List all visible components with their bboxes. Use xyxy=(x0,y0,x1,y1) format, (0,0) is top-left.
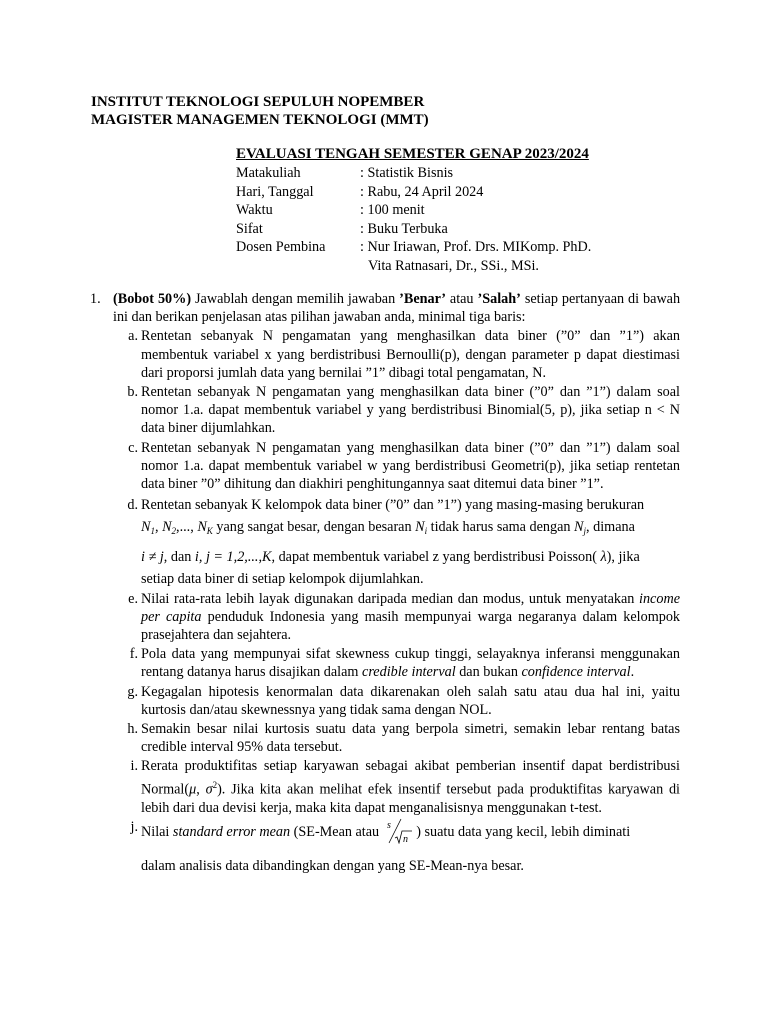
sub-question-text: Nilai xyxy=(141,823,170,840)
info-value: : Rabu, 24 April 2024 xyxy=(360,183,484,200)
math-n: N xyxy=(574,519,584,536)
sub-question-text: Rentetan sebanyak N pengamatan yang menghasilkan data biner (”0” dan ”1”) dalam soal nomor 1.a. dapat membentuk variabel y yang berdistribusi Binomial(5, p), jika setiap n < N data biner dijumlahkan. xyxy=(141,384,680,437)
sub-question-italic: standard error mean xyxy=(172,823,291,840)
math-n: N xyxy=(162,519,172,536)
sub-question-text: ), jika xyxy=(606,549,640,566)
info-row xyxy=(236,201,591,220)
sub-question-g xyxy=(90,683,680,719)
sub-question-f xyxy=(90,645,680,681)
sub-question-text: Rentetan sebanyak N pengamatan yang menghasilkan data biner (”0” dan ”1”) akan membentuk variabel x yang berdistribusi Bernoulli(p), dengan parameter p dapat diestimasi dari proporsi jumlah data yang bernilai ”1” dibagi total pengamatan, N. xyxy=(141,328,680,381)
math-n: N xyxy=(197,519,207,536)
info-row xyxy=(236,183,591,202)
sub-question-a xyxy=(90,327,680,382)
info-value: : 100 menit xyxy=(360,202,425,218)
sub-question-text: setiap data biner di setiap kelompok dijumlahkan. xyxy=(141,571,424,588)
math-sub: K xyxy=(206,526,213,537)
answer-benar: ’Benar’ xyxy=(399,291,446,307)
sub-question-text: Semakin besar nilai kurtosis suatu data yang berpola simetri, semakin lebar rentang batas credible interval 95% data tersebut. xyxy=(141,721,680,756)
sub-question-text-line xyxy=(141,818,680,849)
question-number: 1. xyxy=(90,291,101,307)
math-sub: 1 xyxy=(150,526,155,537)
math-sub: i xyxy=(424,526,428,537)
sub-question-marker: b. xyxy=(127,384,138,401)
frac-denominator: n xyxy=(402,833,408,844)
sub-question-text: dalam analisis data dibandingkan dengan yang SE-Mean-nya besar. xyxy=(141,858,524,875)
sub-question-marker: h. xyxy=(127,721,138,738)
sub-question-text-line xyxy=(141,544,680,570)
sub-question-marker: a. xyxy=(128,328,138,345)
info-label: Sifat xyxy=(236,220,263,237)
sub-question-text: Rentetan sebanyak N pengamatan yang menghasilkan data biner (”0” dan ”1”) dalam soal nomor 1.a. dapat membentuk variabel w yang berdistribusi Geometri(p), jika setiap rentetan data biner ”0” dihitung dan diakhiri penghitungannya saat ditemui data biner ”1”. xyxy=(141,439,680,493)
sub-question-text: ). Jika kita akan melihat efek insentif tersebut pada produktifitas karyawan di lebih dari dua devisi kerja, maka kita dapat menganalisisnya menggunakan t-test. xyxy=(141,781,681,816)
lecturer-second: Vita Ratnasari, Dr., SSi., MSi. xyxy=(368,257,539,274)
info-value: : Nur Iriawan, Prof. Drs. MIKomp. PhD. xyxy=(360,239,592,255)
math-inequality: i ≠ j xyxy=(141,549,164,566)
sub-question-text: dan bukan xyxy=(459,664,518,681)
sub-question-j xyxy=(90,818,680,875)
sub-question-text-line: $N_1$, $N_2$,..., $N_K$ yang sangat besar, dengan besaran $N_i$ tidak harus sama dengan $N_j$, dimana xyxy=(141,519,635,537)
sub-question-marker: g. xyxy=(127,683,138,700)
math-n: N xyxy=(141,519,151,536)
math-mu: μ xyxy=(189,781,197,798)
sub-question-italic: income per capita xyxy=(141,590,680,625)
sub-question-marker: e. xyxy=(128,590,138,607)
info-label: Waktu xyxy=(236,202,273,218)
sub-question-e xyxy=(90,590,680,645)
math-sub: 2 xyxy=(171,526,177,537)
info-label: Dosen Pembina xyxy=(236,239,326,255)
sub-question-i xyxy=(90,757,680,816)
sub-question-text: yang sangat besar, dengan besaran xyxy=(216,519,412,536)
question-1-instruction xyxy=(90,290,680,326)
sub-question-text: . xyxy=(630,664,635,681)
sub-question-marker: d. xyxy=(127,497,138,514)
question-weight: (Bobot 50%) xyxy=(113,291,192,307)
info-row xyxy=(236,164,591,183)
question-1 xyxy=(90,290,680,875)
sub-question-italic: credible interval xyxy=(362,664,456,681)
math-sigma: σ xyxy=(205,781,213,798)
math-sub: j xyxy=(583,526,587,537)
sub-question-text: ) suatu data yang kecil, lebih diminati xyxy=(416,823,631,840)
info-value: : Buku Terbuka xyxy=(360,220,448,237)
program-name: MAGISTER MANAGEMEN TEKNOLOGI (MMT) xyxy=(91,112,429,128)
sub-question-marker: i. xyxy=(130,758,138,775)
info-label: Matakuliah xyxy=(236,165,301,181)
institution-name: INSTITUT TEKNOLOGI SEPULUH NOPEMBER xyxy=(91,94,425,110)
info-row xyxy=(236,220,591,239)
sub-question-marker: j. xyxy=(130,818,138,835)
math-fraction xyxy=(383,818,413,849)
info-continuation xyxy=(236,257,591,276)
sub-question-d xyxy=(90,496,680,588)
sub-question-text: , dapat membentuk variabel z yang berdistribusi Poisson( xyxy=(271,549,597,566)
instruction-text: Jawablah dengan memilih jawaban xyxy=(195,291,396,307)
sub-question-italic: confidence interval xyxy=(521,664,631,681)
sub-question-h xyxy=(90,720,680,756)
sub-question-text: Rerata produktifitas setiap karyawan sebagai akibat pemberian insentif dapat berdistribusi Normal( xyxy=(141,758,680,798)
math-superscript: 2 xyxy=(212,779,218,790)
sub-question-text: Kegagalan hipotesis kenormalan data dikarenakan oleh salah satu atau dua hal ini, yaitu kurtosis dan/atau skewnessnya yang tidak sama dengan NOL. xyxy=(141,683,680,718)
math-n: N xyxy=(415,519,425,536)
sub-question-marker: f. xyxy=(129,646,138,663)
frac-numerator: s xyxy=(386,819,391,831)
info-label: Hari, Tanggal xyxy=(236,183,314,200)
sub-question-text: penduduk Indonesia yang masih mempunyai warga negaranya dalam kelompok prasejahtera dan sejahtera. xyxy=(141,608,681,644)
info-row xyxy=(236,238,591,257)
sub-question-text: Pola data yang mempunyai sifat skewness cukup tinggi, selayaknya inferansi menggunakan rentang datanya harus disajikan dalam xyxy=(141,646,680,681)
sub-question-text: , dimana xyxy=(586,519,635,536)
fraction-s-over-root-n-icon xyxy=(383,818,413,844)
sub-question-text: Rentetan sebanyak K kelompok data biner (”0” dan ”1”) yang masing-masing berukuran xyxy=(141,497,645,514)
sub-question-marker: c. xyxy=(128,439,138,456)
sub-question-text: , dan xyxy=(163,549,192,566)
exam-info-table xyxy=(236,164,591,275)
info-value: : Statistik Bisnis xyxy=(360,165,454,181)
sub-question-text: tidak harus sama dengan xyxy=(430,519,571,536)
sub-question-b xyxy=(90,383,680,438)
sub-question-text: Nilai rata-rata lebih layak digunakan daripada median dan modus, untuk menyatakan xyxy=(141,590,635,607)
math-range: i, j = 1,2,...,K xyxy=(194,549,272,566)
instruction-text: setiap pertanyaan di bawah ini dan berikan penjelasan atas pilihan jawaban anda, minimal tiga baris: xyxy=(113,291,681,326)
exam-title: EVALUASI TENGAH SEMESTER GENAP 2023/2024 xyxy=(236,146,589,162)
sub-question-c xyxy=(90,439,680,494)
math-lambda: λ xyxy=(600,549,607,566)
instruction-text: atau xyxy=(449,291,474,307)
sub-question-text: (SE-Mean atau xyxy=(293,823,380,840)
answer-salah: ’Salah’ xyxy=(477,291,521,307)
sub-question-text: , xyxy=(196,781,200,798)
